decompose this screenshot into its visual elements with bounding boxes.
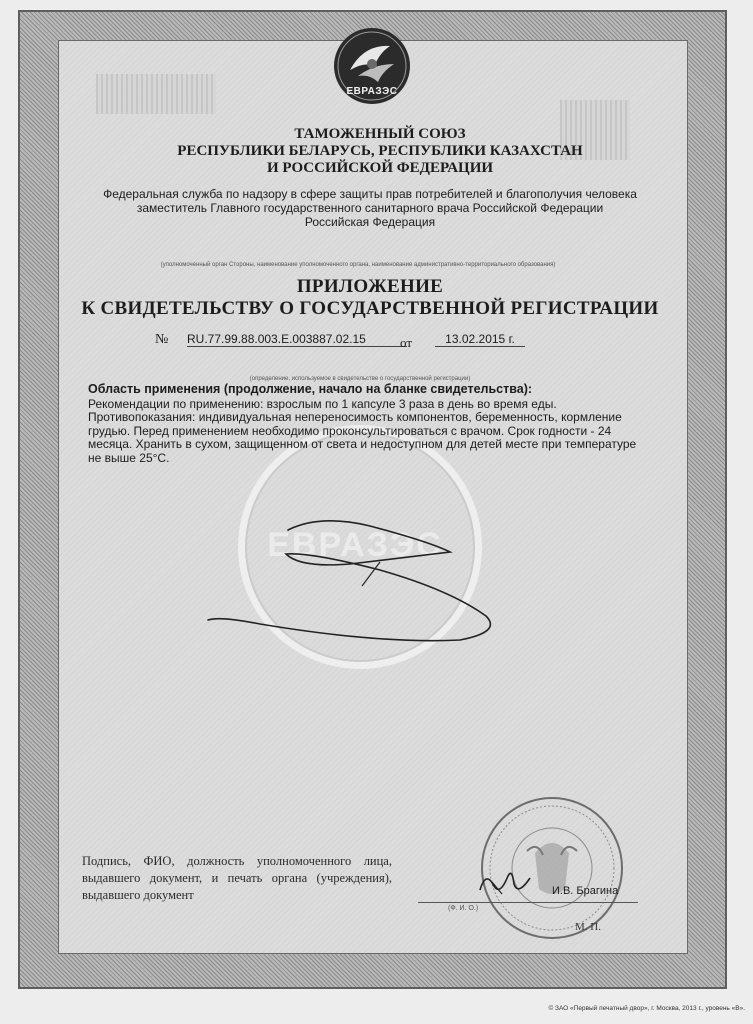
signature-label: Подпись, ФИО, должность уполномоченного лица, выдавшего документ, и печать органа (учреждения), выдавшего документ <box>82 854 392 902</box>
agency-line-1: Федеральная служба по надзору в сфере защиты прав потребителей и благополучия человека <box>103 187 637 201</box>
title-line-2: К СВИДЕТЕЛЬСТВУ О ГОСУДАРСТВЕННОЙ РЕГИСТРАЦИИ <box>81 298 659 319</box>
logo-text: ЕВРАЗЭС <box>346 86 398 97</box>
document-title <box>80 276 660 320</box>
stamp-place-label: М. П. <box>575 921 601 933</box>
registration-number: RU.77.99.88.003.E.003887.02.15 <box>187 332 407 347</box>
watermark-text: ЕВРАЗЭС <box>267 526 443 564</box>
application-scope <box>88 383 638 466</box>
section-caption: (определение, используемое в свидетельстве о государственной регистрации) <box>249 376 471 382</box>
agency-line-3: Российская Федерация <box>304 215 436 229</box>
handwritten-signature <box>200 512 520 652</box>
title-line-1: ПРИЛОЖЕНИЕ <box>296 276 444 297</box>
security-pattern-left <box>96 74 216 114</box>
agency-line-2: заместитель Главного государственного санитарного врача Российской Федерации <box>136 201 604 215</box>
registration-date: 13.02.2015 г. <box>435 332 525 347</box>
agency-block <box>80 187 660 229</box>
union-header <box>120 126 640 177</box>
signer-signature <box>472 862 542 902</box>
from-word: от <box>400 335 413 350</box>
union-line-2: РЕСПУБЛИКИ БЕЛАРУСЬ, РЕСПУБЛИКИ КАЗАХСТАН <box>177 143 583 159</box>
scope-heading: Область применения (продолжение, начало на бланке свидетельства): <box>88 382 533 396</box>
signer-name: И.В. Брагина <box>552 885 619 897</box>
number-sign: № <box>155 332 169 347</box>
union-line-1: ТАМОЖЕННЫЙ СОЮЗ <box>294 126 466 142</box>
union-line-3: И РОССИЙСКОЙ ФЕДЕРАЦИИ <box>266 160 494 176</box>
fio-caption: (Ф. И. О.) <box>448 905 479 912</box>
registration-line <box>145 332 565 352</box>
scope-paragraph: Рекомендации по применению: взрослым по 1 капсуле 3 раза в день во время еды. Противопоказания: индивидуальная непереносимость компонентов, беременность, кормление грудью. Перед применением необходимо проконсультироваться с врачом. Срок годности - 24 месяца. Хранить в сухом, защищенном от света и недоступном для детей месте при температуре не выше 25°C. <box>88 396 637 465</box>
signature-line <box>418 902 638 903</box>
agency-caption: (уполномоченный орган Стороны, наименование уполномоченного органа, наименование административно-территориального образования) <box>160 262 556 268</box>
printer-note: © ЗАО «Первый печатный двор», г. Москва, 2013 г., уровень «В». <box>548 1005 745 1012</box>
